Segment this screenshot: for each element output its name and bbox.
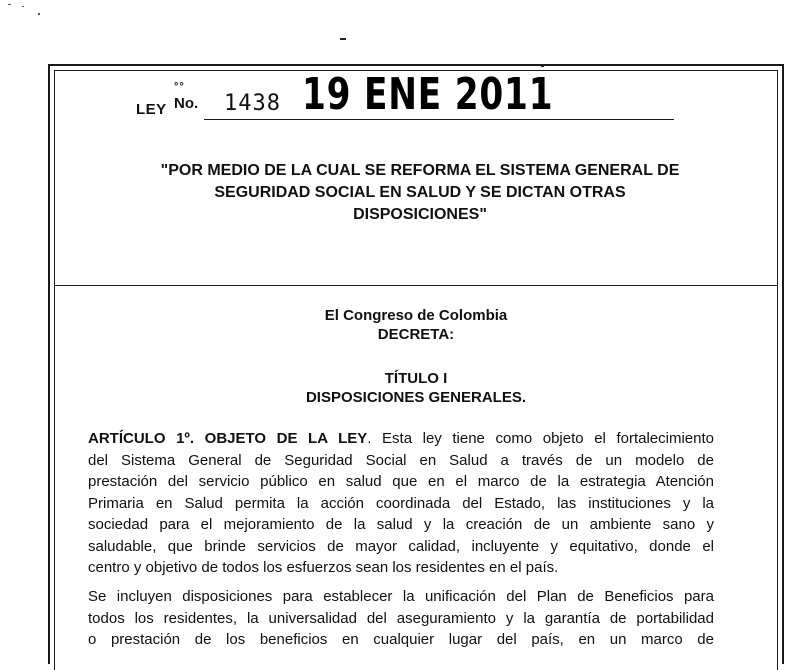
law-title (90, 160, 750, 226)
ley-no-superscript: °° (174, 81, 185, 93)
law-title-line: SEGURIDAD SOCIAL EN SALUD Y SE DICTAN OTRAS (214, 184, 626, 201)
decree-issuer: El Congreso de Colombia (324, 307, 508, 324)
article-heading: ARTÍCULO 1º. OBJETO DE LA LEY (88, 430, 368, 447)
paragraph-line: todos los residentes, la universalidad del aseguramiento y la garantía de portabilidad (88, 609, 714, 627)
law-date-stamp: 19 ENE 2011 (302, 69, 554, 120)
article-line: Primaria en Salud permita la acción coordinada del Estado, las instituciones y la (88, 494, 714, 512)
article-line: del Sistema General de Seguridad Social en Salud a través de un modelo de (88, 451, 714, 469)
law-number-line (136, 69, 676, 123)
law-title-line: DISPOSICIONES" (353, 206, 487, 223)
scan-speck (22, 6, 24, 7)
header-divider (54, 285, 778, 286)
paragraph-2 (88, 586, 714, 651)
ley-label: LEY (136, 101, 167, 118)
scan-speck (38, 13, 40, 15)
paragraph-line: Se incluyen disposiciones para establecer la unificación del Plan de Beneficios para (88, 588, 714, 605)
article-1 (88, 428, 714, 579)
scan-speck (340, 38, 346, 40)
article-line: centro y objetivo de todos los esfuerzos sean los residentes en el país. (88, 559, 559, 576)
article-line (88, 428, 714, 450)
title-number: TÍTULO I (384, 370, 448, 387)
title-name: DISPOSICIONES GENERALES. (305, 389, 527, 406)
article-line: sociedad para el mejoramiento de la salud y la creación de un ambiente sano y (88, 516, 714, 533)
decree-heading (60, 306, 772, 344)
article-line-text: . Esta ley tiene como objeto el fortalecimiento (367, 430, 715, 447)
ley-no-label (174, 81, 199, 112)
paragraph-line: o prestación de los beneficios en cualquier lugar del país, en un marco de (88, 631, 714, 648)
decree-decreta: DECRETA: (377, 326, 455, 343)
title-heading (60, 369, 772, 407)
article-line: saludable, que brinde servicios de mayor calidad, incluyente y equitativo, donde el (88, 537, 714, 555)
law-number-underline (204, 119, 674, 120)
law-title-line: "POR MEDIO DE LA CUAL SE REFORMA EL SISTEMA GENERAL DE (160, 162, 680, 179)
ley-no-text: No. (174, 95, 199, 112)
law-number: 1438 (224, 91, 281, 116)
article-line: prestación del servicio público en salud que en el marco de la estrategia Atención (88, 473, 714, 490)
scan-speck (8, 4, 11, 5)
